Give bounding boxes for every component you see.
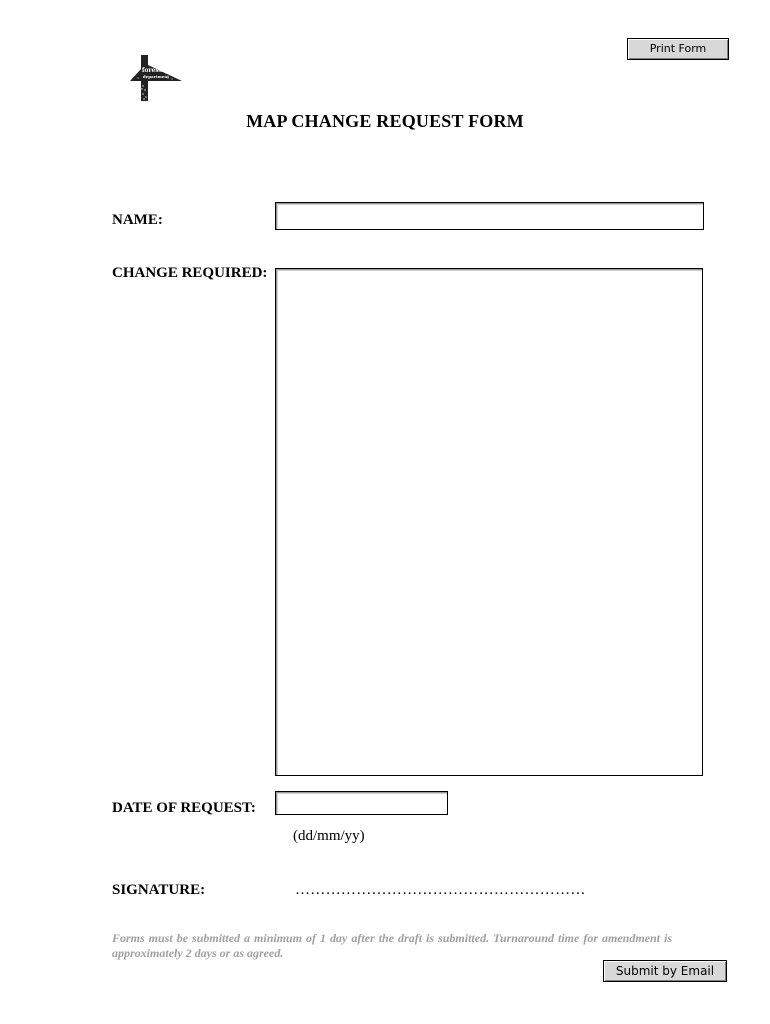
form-title: MAP CHANGE REQUEST FORM <box>246 111 524 131</box>
submit-by-email-button[interactable]: Submit by Email <box>603 960 727 982</box>
name-input[interactable] <box>275 202 704 230</box>
date-of-request-input[interactable] <box>275 791 448 815</box>
forestry-department-logo <box>128 53 184 103</box>
print-form-button[interactable]: Print Form <box>627 38 729 60</box>
signature-label: SIGNATURE: <box>112 882 206 898</box>
name-label: NAME: <box>112 212 163 228</box>
signature-line: ………………………………………………… <box>295 882 586 898</box>
forestry-department-logo-icon <box>128 53 184 103</box>
change-required-textarea[interactable] <box>275 268 703 776</box>
logo-text-line2: department <box>142 74 170 79</box>
submission-note: Forms must be submitted a minimum of 1 day after the draft is submitted. Turnaround time for amendment is approximately 2 days or as agreed. <box>112 931 672 960</box>
date-of-request-label: DATE OF REQUEST: <box>112 800 256 816</box>
logo-text-line1: forestry <box>141 67 169 74</box>
change-required-label: CHANGE REQUIRED: <box>112 265 268 281</box>
date-format-hint: (dd/mm/yy) <box>293 828 365 844</box>
